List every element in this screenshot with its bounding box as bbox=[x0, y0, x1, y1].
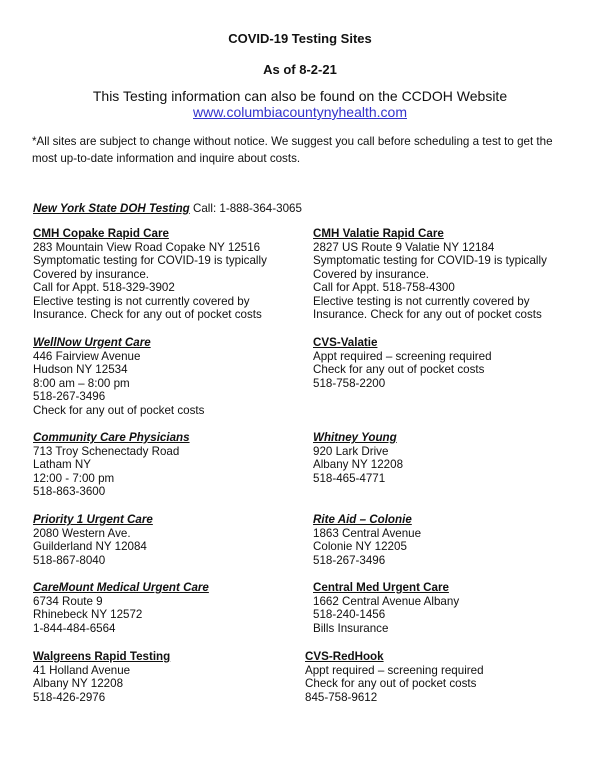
info-block bbox=[0, 88, 600, 120]
site-detail-line: 518-267-3496 bbox=[33, 390, 106, 403]
site-name: Community Care Physicians bbox=[33, 431, 190, 444]
testing-site bbox=[313, 431, 403, 485]
site-detail-line: 2827 US Route 9 Valatie NY 12184 bbox=[313, 240, 495, 254]
site-detail-line: Call for Appt. 518-329-3902 bbox=[33, 281, 175, 294]
site-detail-line: Insurance. Check for any out of pocket costs bbox=[313, 308, 542, 321]
site-detail-line: 518-240-1456 bbox=[313, 608, 386, 621]
site-name: CMH Copake Rapid Care bbox=[33, 227, 169, 240]
site-name: Whitney Young bbox=[313, 431, 397, 444]
site-detail-line: Symptomatic testing for COVID-19 is typically bbox=[313, 254, 547, 267]
site-name: Walgreens Rapid Testing bbox=[33, 650, 171, 663]
site-detail-line: Check for any out of pocket costs bbox=[305, 677, 477, 690]
site-name: CareMount Medical Urgent Care bbox=[33, 581, 209, 594]
site-detail-line: 518-867-8040 bbox=[33, 553, 106, 567]
site-detail-line: 1863 Central Avenue bbox=[313, 526, 422, 540]
nys-doh-heading: New York State DOH Testing bbox=[33, 202, 190, 215]
site-detail-line: 2080 Western Ave. bbox=[33, 526, 131, 540]
testing-site bbox=[33, 227, 267, 322]
site-detail-line: Elective testing is not currently covered by bbox=[313, 294, 530, 308]
site-name: CVS-RedHook bbox=[305, 650, 384, 663]
site-detail-line: Albany NY 12208 bbox=[313, 458, 404, 471]
testing-site bbox=[313, 513, 421, 567]
site-detail-line: 12:00 - 7:00 pm bbox=[33, 471, 115, 485]
site-detail-line: Insurance. Check for any out of pocket costs bbox=[33, 308, 262, 321]
document-title: COVID-19 Testing Sites bbox=[228, 31, 372, 46]
testing-site bbox=[33, 581, 209, 635]
site-name: CMH Valatie Rapid Care bbox=[313, 227, 444, 240]
site-detail-line: Check for any out of pocket costs bbox=[33, 403, 205, 417]
testing-site bbox=[305, 650, 484, 704]
site-detail-line: 518-758-2200 bbox=[313, 376, 386, 390]
site-detail-line: Symptomatic testing for COVID-19 is typically bbox=[33, 254, 267, 267]
testing-site bbox=[33, 431, 190, 499]
testing-site bbox=[313, 336, 492, 390]
testing-site bbox=[33, 650, 170, 704]
site-detail-line: Elective testing is not currently covered by bbox=[33, 294, 250, 308]
site-detail-line: 41 Holland Avenue bbox=[33, 663, 131, 677]
as-of-date: As of 8-2-21 bbox=[263, 62, 337, 77]
site-detail-line: Albany NY 12208 bbox=[33, 677, 124, 690]
site-detail-line: 283 Mountain View Road Copake NY 12516 bbox=[33, 240, 261, 254]
nys-doh-line bbox=[33, 202, 302, 215]
site-detail-line: 518-267-3496 bbox=[313, 553, 386, 567]
site-name: Central Med Urgent Care bbox=[313, 581, 449, 594]
site-detail-line: Colonie NY 12205 bbox=[313, 540, 407, 553]
site-detail-line: 518-863-3600 bbox=[33, 485, 106, 498]
site-detail-line: 845-758-9612 bbox=[305, 690, 378, 704]
site-detail-line: Check for any out of pocket costs bbox=[313, 363, 485, 376]
site-name: WellNow Urgent Care bbox=[33, 336, 151, 349]
site-detail-line: Covered by insurance. bbox=[313, 267, 429, 281]
site-detail-line: Rhinebeck NY 12572 bbox=[33, 608, 143, 621]
disclaimer: *All sites are subject to change without notice. We suggest you call before scheduling a test to get the most up-to-date information and inquire about costs. bbox=[32, 135, 553, 165]
site-name: Rite Aid – Colonie bbox=[313, 513, 412, 526]
site-detail-line: 446 Fairview Avenue bbox=[33, 349, 141, 363]
site-detail-line: 518-465-4771 bbox=[313, 471, 386, 485]
site-detail-line: Latham NY bbox=[33, 458, 91, 471]
site-name: CVS-Valatie bbox=[313, 336, 378, 349]
testing-site bbox=[33, 513, 153, 567]
site-detail-line: Appt required – screening required bbox=[313, 349, 492, 363]
site-name: Priority 1 Urgent Care bbox=[33, 513, 153, 526]
site-detail-line: 8:00 am – 8:00 pm bbox=[33, 376, 130, 390]
nys-doh-phone: Call: 1-888-364-3065 bbox=[189, 202, 302, 215]
website-link[interactable]: www.columbiacountynyhealth.com bbox=[193, 104, 407, 120]
site-detail-line: 1-844-484-6564 bbox=[33, 621, 116, 635]
site-detail-line: 518-426-2976 bbox=[33, 690, 106, 704]
site-detail-line: 713 Troy Schenectady Road bbox=[33, 444, 180, 458]
site-detail-line: 920 Lark Drive bbox=[313, 444, 389, 458]
site-detail-line: Hudson NY 12534 bbox=[33, 363, 128, 376]
site-detail-line: 6734 Route 9 bbox=[33, 594, 103, 608]
info-line: This Testing information can also be found on the CCDOH Website bbox=[92, 88, 508, 104]
site-detail-line: Bills Insurance bbox=[313, 621, 389, 635]
testing-site bbox=[33, 336, 204, 417]
site-detail-line: 1662 Central Avenue Albany bbox=[313, 594, 460, 608]
site-detail-line: Appt required – screening required bbox=[305, 663, 484, 677]
testing-site bbox=[313, 227, 547, 322]
testing-site bbox=[313, 581, 459, 635]
site-detail-line: Guilderland NY 12084 bbox=[33, 540, 147, 553]
site-detail-line: Covered by insurance. bbox=[33, 267, 149, 281]
site-detail-line: Call for Appt. 518-758-4300 bbox=[313, 281, 455, 294]
